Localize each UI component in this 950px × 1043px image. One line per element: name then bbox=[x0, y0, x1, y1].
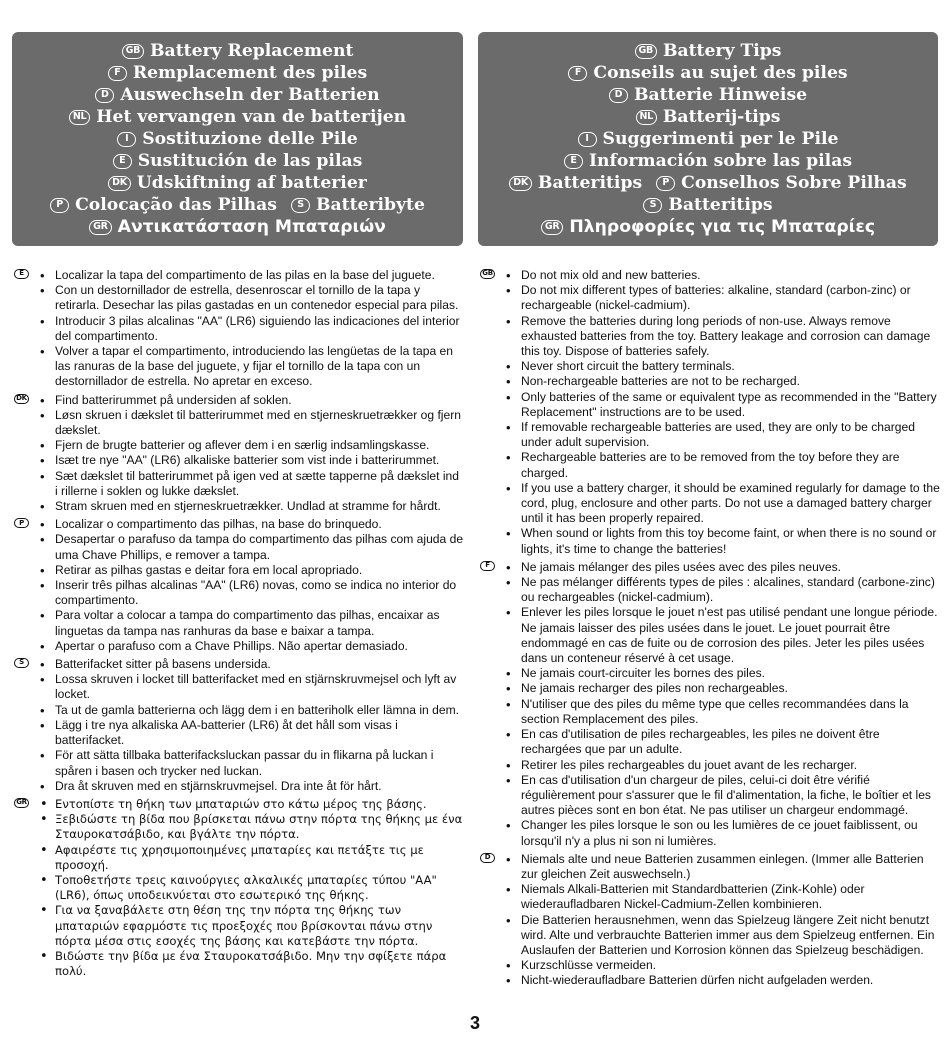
header-title-text: Batterij-tips bbox=[662, 107, 781, 127]
section-p bbox=[14, 517, 464, 654]
bullet-list bbox=[40, 797, 464, 979]
list-item: • Para voltar a colocar a tampa do compartimento das pilhas, encaixar as linguetas da tampa nas ranhuras da base e baixar a tampa. bbox=[40, 608, 464, 638]
list-item: • Εντοπίστε τη θήκη των μπαταριών στο κάτω μέρος της βάσης. bbox=[40, 797, 464, 812]
list-item: • Batterifacket sitter på basens undersida. bbox=[40, 657, 464, 672]
header-line bbox=[117, 128, 357, 150]
list-item: • Løsn skruen i dækslet til batterirummet med en stjerneskruetrækker og fjern dækslet. bbox=[40, 408, 464, 438]
list-item: • Ta ut de gamla batterierna och lägg dem i en batteriholk eller lämna in dem. bbox=[40, 703, 464, 718]
language-code-icon: I bbox=[117, 132, 136, 147]
header-title-e bbox=[113, 150, 363, 172]
section-f bbox=[480, 560, 940, 849]
header-title-text: Batteritips bbox=[668, 195, 773, 215]
list-item: • Non-rechargeable batteries are not to be recharged. bbox=[506, 374, 940, 389]
header-title-text: Sostituzione delle Pile bbox=[142, 129, 358, 149]
header-line bbox=[95, 84, 379, 106]
list-item: • If you use a battery charger, it should be examined regularly for damage to the cord, plug, enclosure and other parts. Do not use a damaged battery charger until it has been properly repaired. bbox=[506, 481, 940, 527]
header-title-nl bbox=[69, 106, 406, 128]
list-item: • Stram skruen med en stjerneskruetrækker. Undlad at stramme for hårdt. bbox=[40, 499, 464, 514]
list-item: • Kurzschlüsse vermeiden. bbox=[506, 958, 940, 973]
header-title-text: Αντικατάσταση Μπαταριών bbox=[117, 217, 386, 237]
header-title-f bbox=[108, 62, 367, 84]
header-title-f bbox=[568, 62, 847, 84]
header-line bbox=[50, 194, 425, 216]
header-title-s bbox=[643, 194, 772, 216]
header-title-text: Sustitución de las pilas bbox=[137, 151, 363, 171]
header-line bbox=[541, 216, 875, 238]
list-item: • Niemals alte und neue Batterien zusammen einlegen. (Immer alle Batterien zur gleichen Zeit auswechseln.) bbox=[506, 852, 940, 882]
language-code-icon: P bbox=[14, 518, 29, 528]
replacement-instructions-column bbox=[14, 268, 464, 982]
list-item: • Introducir 3 pilas alcalinas "AA" (LR6) siguiendo las indicaciones del interior del compartimento. bbox=[40, 314, 464, 344]
page-number: 3 bbox=[469, 1013, 480, 1033]
list-item: • Con un destornillador de estrella, desenroscar el tornillo de la tapa y retirarla. Desechar las pilas gastadas en un contenedor especial para pilas. bbox=[40, 283, 464, 313]
header-title-text: Información sobre las pilas bbox=[588, 151, 853, 171]
list-item: • Only batteries of the same or equivalent type as recommended in the "Battery Replacement" instructions are to be used. bbox=[506, 390, 940, 420]
header-title-dk bbox=[108, 172, 367, 194]
header-line bbox=[609, 84, 807, 106]
header-line bbox=[635, 40, 782, 62]
list-item: • Remove the batteries during long periods of non-use. Always remove exhausted batteries from the toy. Battery leakage and corrosion can damage this toy. Dispose of batteries safely. bbox=[506, 314, 940, 360]
list-item: • Dra åt skruven med en stjärnskruvmejsel. Dra inte åt för hårt. bbox=[40, 779, 464, 794]
list-item: • If removable rechargeable batteries are used, they are only to be charged under adult supervision. bbox=[506, 420, 940, 450]
header-line bbox=[643, 194, 772, 216]
battery-replacement-header bbox=[12, 32, 463, 246]
header-title-gr bbox=[541, 216, 875, 238]
header-line bbox=[636, 106, 781, 128]
list-item: • Die Batterien herausnehmen, wenn das Spielzeug längere Zeit nicht benutzt wird. Alte und verbrauchte Batterien immer aus dem Spielzeug entfernen. Ein Auslaufen der Batterien und Korrosion können das Spielzeug beschädigen. bbox=[506, 913, 940, 959]
language-code-icon: E bbox=[564, 154, 583, 169]
list-item: • Nicht-wiederaufladbare Batterien dürfen nicht aufgeladen werden. bbox=[506, 973, 940, 988]
language-code-icon: GB bbox=[635, 44, 657, 59]
header-title-nl bbox=[636, 106, 781, 128]
section-gb bbox=[480, 268, 940, 557]
list-item: • Για να ξαναβάλετε στη θέση της την πόρτα της θήκης των μπαταριών εφαρμόστε τις προεξοχές που βρίσκονται πάνω στην πόρτα μέσα στις εσοχές της βάσης και κατεβάστε την πόρτα. bbox=[40, 903, 464, 949]
header-title-text: Batterie Hinweise bbox=[633, 85, 808, 105]
battery-tips-header bbox=[478, 32, 938, 246]
header-line bbox=[578, 128, 839, 150]
list-item: • Fjern de brugte batterier og aflever dem i en særlig indsamlingskasse. bbox=[40, 438, 464, 453]
list-item: • Inserir três pilhas alcalinas "AA" (LR6) novas, como se indica no interior do compartimento. bbox=[40, 578, 464, 608]
header-title-text: Battery Replacement bbox=[150, 41, 354, 61]
language-code-icon: GB bbox=[480, 269, 495, 279]
header-title-text: Batteribyte bbox=[315, 195, 425, 215]
list-item: • Ξεβιδώστε τη βίδα που βρίσκεται πάνω στην πόρτα της θήκης με ένα Σταυροκατσάβιδο, και βγάλτε την πόρτα. bbox=[40, 812, 464, 842]
header-title-d bbox=[609, 84, 807, 106]
header-line bbox=[113, 150, 363, 172]
list-item: • Rechargeable batteries are to be removed from the toy before they are charged. bbox=[506, 450, 940, 480]
header-line bbox=[108, 172, 367, 194]
language-code-icon: DK bbox=[14, 394, 29, 404]
header-line bbox=[69, 106, 406, 128]
list-item: • En cas d'utilisation de piles rechargeables, les piles ne doivent être rechargées que par un adulte. bbox=[506, 727, 940, 757]
list-item: • Desapertar o parafuso da tampa do compartimento das pilhas com ajuda de uma Chave Phillips, e remover a tampa. bbox=[40, 532, 464, 562]
header-title-p bbox=[50, 194, 277, 216]
language-code-icon: NL bbox=[69, 110, 90, 125]
language-code-icon: I bbox=[578, 132, 597, 147]
header-title-d bbox=[95, 84, 379, 106]
list-item: • Niemals Alkali-Batterien mit Standardbatterien (Zink-Kohle) oder wiederaufladbaren Nickel-Cadmium-Zellen kombinieren. bbox=[506, 882, 940, 912]
header-title-i bbox=[117, 128, 357, 150]
language-code-icon: GR bbox=[541, 220, 564, 235]
language-code-icon: P bbox=[50, 198, 69, 213]
language-code-icon: F bbox=[480, 561, 495, 571]
language-code-icon: GB bbox=[122, 44, 144, 59]
bullet-list bbox=[40, 657, 464, 794]
bullet-list bbox=[506, 560, 940, 849]
header-title-text: Auswechseln der Batterien bbox=[120, 85, 380, 105]
header-line bbox=[564, 150, 852, 172]
header-line bbox=[509, 172, 906, 194]
header-title-text: Conselhos Sobre Pilhas bbox=[681, 173, 907, 193]
list-item: • Never short circuit the battery terminals. bbox=[506, 359, 940, 374]
language-code-icon: D bbox=[95, 88, 114, 103]
list-item: • Retirer les piles rechargeables du jouet avant de les recharger. bbox=[506, 758, 940, 773]
header-line bbox=[108, 62, 367, 84]
language-code-icon: GR bbox=[14, 798, 29, 808]
list-item: • Ne jamais court-circuiter les bornes des piles. bbox=[506, 666, 940, 681]
list-item: • Localizar la tapa del compartimento de las pilas en la base del juguete. bbox=[40, 268, 464, 283]
list-item: • Enlever les piles lorsque le jouet n'est pas utilisé pendant une longue période. Ne jamais laisser des piles usées dans le jouet. Le jouet pourrait être endommagé en cas de fuite ou de corrosion des piles. Jeter les piles usées dans un conteneur réservé à cet usage. bbox=[506, 605, 940, 666]
language-code-icon: DK bbox=[108, 176, 131, 191]
list-item: • Ne pas mélanger différents types de piles : alcalines, standard (carbone-zinc) ou rechargeables (nickel-cadmium). bbox=[506, 575, 940, 605]
language-code-icon: S bbox=[14, 658, 29, 668]
header-title-gr bbox=[89, 216, 386, 238]
list-item: • Do not mix old and new batteries. bbox=[506, 268, 940, 283]
header-title-text: Πληροφορίες για τις Μπαταρίες bbox=[569, 217, 876, 237]
language-code-icon: E bbox=[14, 269, 29, 279]
header-title-text: Udskiftning af batterier bbox=[136, 173, 367, 193]
list-item: • Apertar o parafuso com a Chave Phillips. Não apertar demasiado. bbox=[40, 639, 464, 654]
language-code-icon: F bbox=[568, 66, 587, 81]
header-title-e bbox=[564, 150, 852, 172]
list-item: • För att sätta tillbaka batterifacksluckan passar du in flikarna på luckan i spåren i basen och trycker ned luckan. bbox=[40, 748, 464, 778]
language-code-icon: NL bbox=[636, 110, 657, 125]
header-title-gb bbox=[635, 40, 782, 62]
list-item: • Changer les piles lorsque le son ou les lumières de ce jouet faiblissent, ou lorsqu'il n'y a plus ni son ni lumières. bbox=[506, 818, 940, 848]
section-dk bbox=[14, 393, 464, 515]
header-title-text: Batteritips bbox=[537, 173, 643, 193]
list-item: • Βιδώστε την βίδα με ένα Σταυροκατσάβιδο. Μην την σφίξετε πάρα πολύ. bbox=[40, 949, 464, 979]
list-item: • N'utiliser que des piles du même type que celles recommandées dans la section Remplacement des piles. bbox=[506, 697, 940, 727]
section-d bbox=[480, 852, 940, 989]
header-title-p bbox=[656, 172, 907, 194]
language-code-icon: E bbox=[113, 154, 132, 169]
header-title-text: Remplacement des piles bbox=[132, 63, 368, 83]
header-title-text: Colocação das Pilhas bbox=[75, 195, 277, 215]
section-gr bbox=[14, 797, 464, 979]
battery-tips-column bbox=[480, 268, 940, 992]
list-item: • Isæt tre nye "AA" (LR6) alkaliske batterier som vist inde i batterirummet. bbox=[40, 453, 464, 468]
bullet-list bbox=[506, 268, 940, 557]
header-line bbox=[122, 40, 354, 62]
list-item: • When sound or lights from this toy become faint, or when there is no sound or lights, it's time to change the batteries! bbox=[506, 526, 940, 556]
header-line bbox=[89, 216, 386, 238]
header-title-s bbox=[291, 194, 425, 216]
list-item: • Αφαιρέστε τις χρησιμοποιημένες μπαταρίες και πετάξτε τις με προσοχή. bbox=[40, 843, 464, 873]
list-item: • Localizar o compartimento das pilhas, na base do brinquedo. bbox=[40, 517, 464, 532]
list-item: • Τοποθετήστε τρεις καινούργιες αλκαλικές μπαταρίες τύπου "AA" (LR6), όπως υποδεικνύεται στο εσωτερικό της θήκης. bbox=[40, 873, 464, 903]
list-item: • Find batterirummet på undersiden af soklen. bbox=[40, 393, 464, 408]
list-item: • Do not mix different types of batteries: alkaline, standard (carbon-zinc) or rechargeable (nickel-cadmium). bbox=[506, 283, 940, 313]
header-title-text: Conseils au sujet des piles bbox=[593, 63, 848, 83]
list-item: • Ne jamais recharger des piles non rechargeables. bbox=[506, 681, 940, 696]
language-code-icon: P bbox=[656, 176, 675, 191]
bullet-list bbox=[40, 393, 464, 515]
header-title-text: Het vervangen van de batterijen bbox=[96, 107, 407, 127]
language-code-icon: D bbox=[480, 853, 495, 863]
language-code-icon: D bbox=[609, 88, 628, 103]
header-title-text: Battery Tips bbox=[662, 41, 782, 61]
language-code-icon: S bbox=[643, 198, 662, 213]
header-line bbox=[568, 62, 847, 84]
list-item: • Volver a tapar el compartimento, introduciendo las lengüetas de la tapa en las ranuras de la base del juguete, y fijar el tornillo de la tapa con un destornillador de estrella. No apretar en exceso. bbox=[40, 344, 464, 390]
header-title-text: Suggerimenti per le Pile bbox=[602, 129, 839, 149]
section-s bbox=[14, 657, 464, 794]
header-title-dk bbox=[509, 172, 642, 194]
language-code-icon: S bbox=[291, 198, 310, 213]
bullet-list bbox=[506, 852, 940, 989]
list-item: • Lossa skruven i locket till batterifacket med en stjärnskruvmejsel och lyft av locket. bbox=[40, 672, 464, 702]
section-e bbox=[14, 268, 464, 390]
header-title-gb bbox=[122, 40, 354, 62]
list-item: • Ne jamais mélanger des piles usées avec des piles neuves. bbox=[506, 560, 940, 575]
language-code-icon: DK bbox=[509, 176, 532, 191]
header-title-i bbox=[578, 128, 839, 150]
language-code-icon: GR bbox=[89, 220, 112, 235]
bullet-list bbox=[40, 268, 464, 390]
list-item: • Retirar as pilhas gastas e deitar fora em local apropriado. bbox=[40, 563, 464, 578]
list-item: • Lägg i tre nya alkaliska AA-batterier (LR6) åt det håll som visas i batterifacket. bbox=[40, 718, 464, 748]
bullet-list bbox=[40, 517, 464, 654]
list-item: • Sæt dækslet til batterirummet på igen ved at sætte tapperne på dækslet ind i rillerne i soklen og lukke dækslet. bbox=[40, 469, 464, 499]
list-item: • En cas d'utilisation d'un chargeur de piles, celui-ci doit être vérifié régulièrement pour s'assurer que le fil d'alimentation, la fiche, le boîtier et les autres pièces sont en bon état. Ne pas utiliser un chargeur endommagé. bbox=[506, 773, 940, 819]
language-code-icon: F bbox=[108, 66, 127, 81]
